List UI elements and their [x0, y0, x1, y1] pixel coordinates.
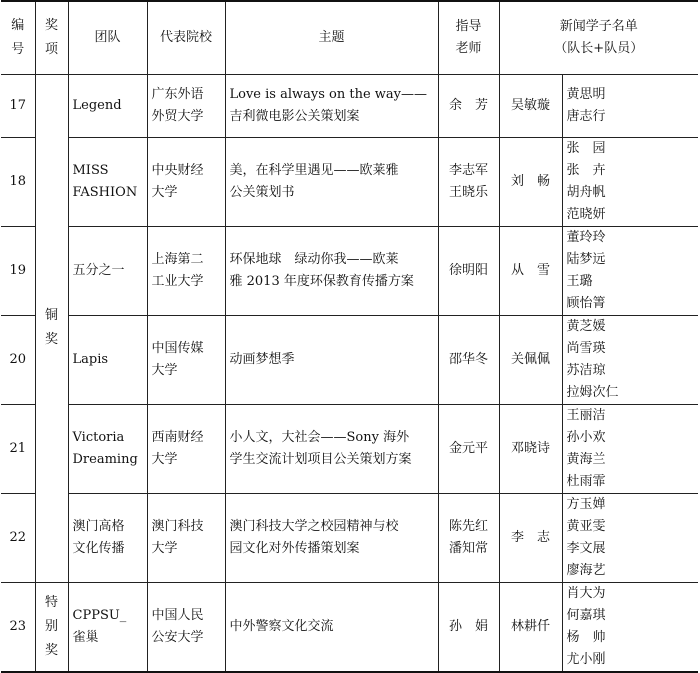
member-names: 黄思明唐志行	[562, 74, 698, 137]
teacher-names: 陈先红 潘知常	[438, 493, 499, 582]
teacher-names: 孙 娟	[438, 582, 499, 672]
header-school: 代表院校	[147, 1, 225, 74]
header-number: 编 号	[1, 1, 35, 74]
award-bronze: 铜 奖	[35, 74, 68, 582]
member-names: 黄芝媛尚雪瑛 苏洁琼拉姆次仁	[562, 315, 698, 404]
school-name: 中央财经 大学	[147, 137, 225, 226]
captain-name: 关佩佩	[499, 315, 562, 404]
theme-text: Love is always on the way—— 吉利微电影公关策划案	[225, 74, 438, 137]
team-name: Legend	[68, 74, 147, 137]
school-name: 澳门科技 大学	[147, 493, 225, 582]
theme-text: 环保地球 绿动你我——欧莱 雅 2013 年度环保教育传播方案	[225, 226, 438, 315]
table-row	[1, 582, 698, 672]
table-row	[1, 404, 698, 493]
table-row	[1, 493, 698, 582]
header-row	[1, 1, 698, 74]
row-number: 23	[1, 582, 35, 672]
member-names: 张 园张 卉 胡舟帆范晓妍	[562, 137, 698, 226]
captain-name: 吴敏璇	[499, 74, 562, 137]
theme-text: 动画梦想季	[225, 315, 438, 404]
team-name: Victoria Dreaming	[68, 404, 147, 493]
row-number: 22	[1, 493, 35, 582]
team-name: 五分之一	[68, 226, 147, 315]
captain-name: 林耕仟	[499, 582, 562, 672]
table-row	[1, 74, 698, 137]
school-name: 上海第二 工业大学	[147, 226, 225, 315]
header-students: 新闻学子名单 （队长+队员）	[499, 1, 698, 74]
theme-text: 小人文，大社会——Sony 海外 学生交流计划项目公关策划方案	[225, 404, 438, 493]
row-number: 17	[1, 74, 35, 137]
table-row	[1, 315, 698, 404]
member-names: 王丽洁孙小欢 黄海兰杜雨霏	[562, 404, 698, 493]
teacher-names: 徐明阳	[438, 226, 499, 315]
school-name: 中国人民 公安大学	[147, 582, 225, 672]
captain-name: 邓晓诗	[499, 404, 562, 493]
header-theme: 主题	[225, 1, 438, 74]
table-row	[1, 137, 698, 226]
captain-name: 从 雪	[499, 226, 562, 315]
teacher-names: 余 芳	[438, 74, 499, 137]
theme-text: 澳门科技大学之校园精神与校 园文化对外传播策划案	[225, 493, 438, 582]
theme-text: 美，在科学里遇见——欧莱雅 公关策划书	[225, 137, 438, 226]
header-teacher: 指导 老师	[438, 1, 499, 74]
theme-text: 中外警察文化交流	[225, 582, 438, 672]
team-name: CPPSU_ 雀巢	[68, 582, 147, 672]
row-number: 20	[1, 315, 35, 404]
award-table	[1, 0, 698, 673]
school-name: 西南财经 大学	[147, 404, 225, 493]
captain-name: 刘 畅	[499, 137, 562, 226]
row-number: 21	[1, 404, 35, 493]
teacher-names: 金元平	[438, 404, 499, 493]
award-special: 特 别 奖	[35, 582, 68, 672]
teacher-names: 邵华冬	[438, 315, 499, 404]
school-name: 中国传媒 大学	[147, 315, 225, 404]
header-award: 奖 项	[35, 1, 68, 74]
team-name: 澳门高格 文化传播	[68, 493, 147, 582]
member-names: 肖大为何嘉琪 杨 帅尤小刚	[562, 582, 698, 672]
header-team: 团队	[68, 1, 147, 74]
captain-name: 李 志	[499, 493, 562, 582]
team-name: Lapis	[68, 315, 147, 404]
table-row	[1, 226, 698, 315]
member-names: 方玉婵黄亚雯 李文展廖海艺	[562, 493, 698, 582]
row-number: 18	[1, 137, 35, 226]
school-name: 广东外语 外贸大学	[147, 74, 225, 137]
teacher-names: 李志军 王晓乐	[438, 137, 499, 226]
team-name: MISS FASHION	[68, 137, 147, 226]
row-number: 19	[1, 226, 35, 315]
member-names: 董玲玲陆梦远 王璐顾怡箐	[562, 226, 698, 315]
